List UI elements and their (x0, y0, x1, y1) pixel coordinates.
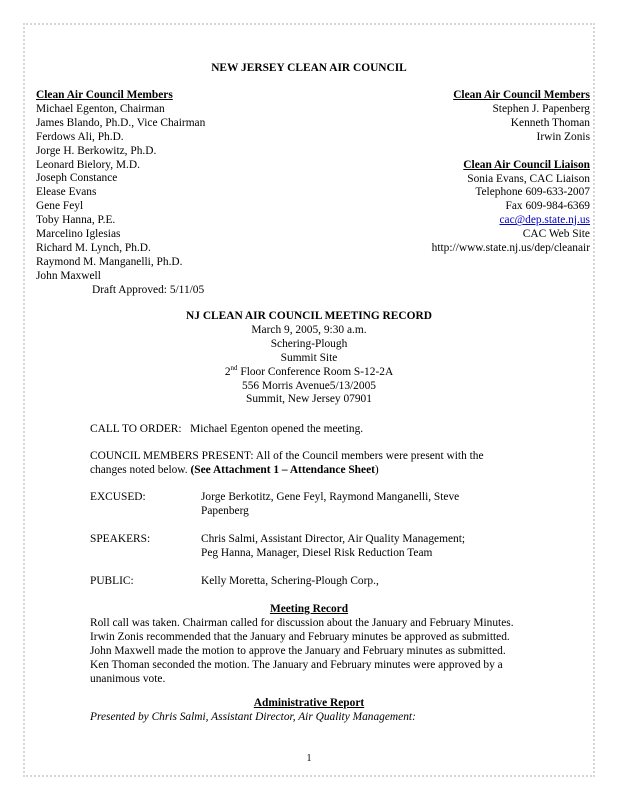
meeting-heading: NJ CLEAN AIR COUNCIL MEETING RECORD (186, 310, 432, 322)
page-number: 1 (306, 753, 312, 764)
meeting-site: Summit Site (280, 351, 338, 364)
left-members-heading: Clean Air Council Members (36, 89, 173, 101)
members-present: COUNCIL MEMBERS PRESENT: All of the Council members were present with the changes noted below. (See Attachment 1 – Attendance Sheet) (90, 450, 484, 476)
member-name: Kenneth Thoman (510, 116, 590, 129)
public-names: Kelly Moretta, Schering-Plough Corp., (201, 575, 379, 587)
member-name: Leonard Bielory, M.D. (36, 158, 140, 171)
admin-report-presenter: Presented by Chris Salmi, Assistant Director, Air Quality Management: (90, 711, 416, 723)
liaison-fax: Fax 609-984-6369 (505, 200, 590, 213)
meeting-date: March 9, 2005, 9:30 a.m. (251, 323, 367, 336)
speakers-label: SPEAKERS: (90, 533, 151, 545)
member-name: Irwin Zonis (536, 130, 590, 143)
call-to-order-text: Michael Egenton opened the meeting. (190, 423, 364, 435)
website-label: CAC Web Site (522, 228, 590, 241)
member-name: Gene Feyl (36, 200, 84, 213)
spacer (432, 145, 590, 159)
speakers-section (90, 533, 465, 561)
call-to-order (90, 423, 363, 437)
liaison-name: Sonia Evans, CAC Liaison (467, 172, 590, 185)
meeting-header (0, 310, 618, 407)
meeting-record-text: Roll call was taken. Chairman called for discussion about the January and February Minutes. Irwin Zonis recommended that the January and February minutes be approved as submitted. John Maxwell made the motion to approve the January and February minutes as submitted. Ken Thoman seconded the motion. The January and February minutes were approved by a unanimous vote. (90, 617, 514, 685)
meeting-room: 2nd Floor Conference Room S-12-2A (224, 363, 394, 378)
speaker-2: Peg Hanna, Manager, Diesel Risk Reduction Team (201, 546, 433, 559)
liaison-telephone: Telephone 609-633-2007 (475, 186, 590, 199)
right-members-heading: Clean Air Council Members (453, 89, 590, 101)
public-label: PUBLIC: (90, 575, 134, 587)
member-name: John Maxwell (36, 269, 101, 282)
meeting-host: Schering-Plough (270, 337, 348, 350)
member-name: Stephen J. Papenberg (492, 102, 590, 115)
meeting-address: 556 Morris Avenue5/13/2005 (242, 379, 376, 392)
member-name: Michael Egenton, Chairman (36, 102, 165, 115)
member-name: Ferdows Ali, Ph.D. (36, 130, 124, 143)
member-name: Toby Hanna, P.E. (36, 214, 116, 227)
excused-names-cont: Papenberg (201, 504, 249, 517)
public-section (90, 575, 379, 589)
excused-section (90, 491, 459, 519)
member-name: James Blando, Ph.D., Vice Chairman (36, 116, 206, 129)
meeting-city: Summit, New Jersey 07901 (246, 393, 372, 406)
member-name: Marcelino Iglesias (36, 228, 121, 241)
liaison-heading: Clean Air Council Liaison (463, 158, 590, 171)
left-members-list (36, 89, 205, 298)
member-name: Richard M. Lynch, Ph.D. (36, 241, 151, 254)
liaison-email-link[interactable]: cac@dep.state.nj.us (499, 214, 590, 227)
member-name: Jorge H. Berkowitz, Ph.D. (36, 144, 157, 157)
attachment-reference: (See Attachment 1 – Attendance Sheet (190, 463, 375, 476)
admin-report-heading: Administrative Report (253, 697, 365, 709)
excused-label: EXCUSED: (90, 491, 146, 503)
member-name: Raymond M. Manganelli, Ph.D. (36, 255, 183, 268)
speaker-1: Chris Salmi, Assistant Director, Air Quality Management; (201, 533, 466, 545)
page-title: NEW JERSEY CLEAN AIR COUNCIL (211, 62, 407, 74)
call-to-order-label: CALL TO ORDER: (90, 423, 182, 435)
member-name: Elease Evans (36, 186, 97, 199)
right-members-list (432, 89, 590, 256)
website-url: http://www.state.nj.us/dep/cleanair (431, 242, 590, 255)
meeting-record-heading: Meeting Record (269, 603, 349, 615)
draft-approved: Draft Approved: 5/11/05 (92, 283, 205, 296)
excused-names: Jorge Berkotitz, Gene Feyl, Raymond Manganelli, Steve (201, 491, 460, 503)
member-name: Joseph Constance (36, 172, 118, 185)
